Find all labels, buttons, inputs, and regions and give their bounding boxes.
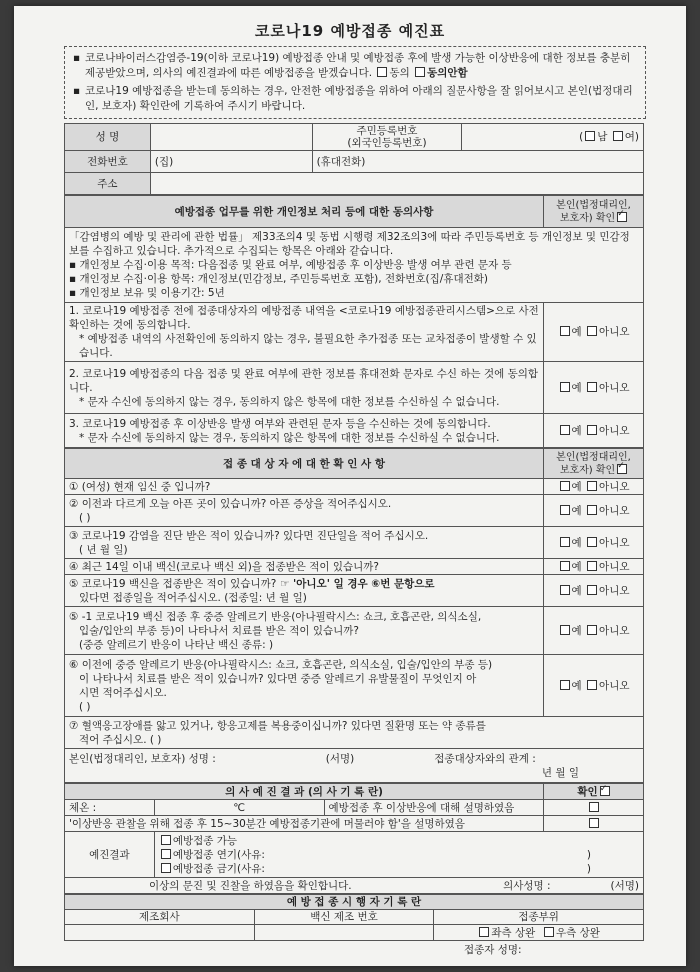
no-label: 아니오 [599,504,630,517]
consent-answer-3 [544,414,644,448]
doctor-sign-mark[interactable]: (서명) [610,879,639,892]
close-paren: ) [586,848,591,861]
male-checkbox[interactable] [585,131,595,141]
explained-checkbox[interactable] [589,802,599,812]
no-label: 아니오 [599,584,630,597]
result-option-2 [159,848,639,862]
guardian-signature-row [65,749,644,783]
doctor-confirm-header [544,784,644,800]
vaccinator-sign[interactable] [464,942,686,957]
consent-question: 3. 코로나19 예방접종 후 이상반응 발생 여부와 관련된 문자 등을 수신하는 것에 동의합니다. [69,417,491,430]
no-label: 아니오 [599,560,630,573]
answer-blank[interactable]: 있다면 접종일을 적어주십시오. (접종일: 년 월 일) [79,591,307,604]
observe-text: '이상반응 관찰을 위해 접종 후 15~30분간 예방접종기관에 머물러야 함'을 설명하였음 [65,816,544,832]
result-checkbox[interactable] [161,835,171,845]
check-header: 접 종 대 상 자 에 대 한 확 인 사 항 [65,449,544,479]
consent-bullet: ▪ 개인정보 수집·이용 항목: 개인정보(민감정보, 주민등록번호 포함), 전화번호(집/휴대전화) [69,273,488,285]
yes-label: 예 [571,480,582,493]
answer-4 [544,559,644,575]
answer-5-1 [544,607,644,655]
question-5 [65,575,544,607]
consent-item-1 [65,303,544,362]
date-line[interactable]: 년 월 일 [541,766,579,779]
maker-label: 제조회사 [65,910,255,925]
answer-1 [544,479,644,495]
name-label: 성 명 [65,124,151,151]
no-checkbox[interactable] [587,382,597,392]
question-3 [65,527,544,559]
vaccination-header: 예 방 접 종 시 행 자 기 록 란 [65,895,644,910]
result-label: 예진결과 [65,832,155,878]
yes-label: 예 [571,679,582,692]
no-checkbox[interactable] [587,680,597,690]
explained-text: 예방접종 후 이상반응에 대해 설명하였음 [324,800,544,816]
form-title: 코로나19 예방접종 예진표 [254,22,446,40]
question-text: ② 이전과 다르게 오늘 아픈 곳이 있습니까? 아픈 증상을 적어주십시오. [69,497,392,510]
no-checkbox[interactable] [587,561,597,571]
explained-confirm [544,800,644,816]
consent-bullet-text: 개인정보 수집·이용 목적: 다음접종 및 완료 여부, 예방접종 후 이상반응 발생 여부 관련 문자 등 [79,259,512,271]
doctor-confirm-text: 이상의 문진 및 진찰을 하였음을 확인합니다. [149,879,352,892]
yes-checkbox[interactable] [560,425,570,435]
answer-blank[interactable]: ( ) [79,511,91,524]
question-6 [65,655,544,717]
notice-item-2 [73,84,637,114]
maker-field[interactable] [65,925,255,941]
question-skip-note: ☞ '아니오' 일 경우 ⑥번 문항으로 [276,577,435,590]
personal-info-table [64,123,644,195]
bullet-icon: ▪ [73,85,81,97]
answer-blank[interactable]: ( ) [79,700,91,713]
notice-text-1: 코로나바이러스감염증-19(이하 코로나19) 예방접종 안내 및 예방접종 후에 발생 가능한 이상반응에 대한 정보를 충분히 제공받았으며, 의사의 예진결과에 따른 예방접종을 받겠습니다. [85,52,631,79]
confirm-header-line1: 본인(법정대리인, [556,451,631,463]
question-text: 입술/입안의 부종 등)이 나타나서 치료를 받은 적이 있습니까? [79,624,360,637]
yes-checkbox[interactable] [560,585,570,595]
consent-answer-2 [544,362,644,414]
home-phone-field[interactable] [150,151,312,173]
answer-5 [544,575,644,607]
male-label: 남 [597,131,608,143]
agree-label: 동의 [389,67,410,79]
fever-field[interactable] [154,800,324,816]
answer-3 [544,527,644,559]
name-field[interactable] [150,124,312,151]
consent-confirm-header [544,196,644,228]
result-label-1: 예방접종 가능 [172,834,238,847]
sex-close: ) [634,131,639,143]
yes-checkbox[interactable] [560,680,570,690]
yes-checkbox[interactable] [560,625,570,635]
no-checkbox[interactable] [587,585,597,595]
no-label: 아니오 [599,679,630,692]
left-arm-label: 좌측 상완 [491,926,536,939]
rrn-label-sub: (외국인등록번호) [347,137,427,149]
consent-bullet: ▪ 개인정보 수집·이용 목적: 다음접종 및 완료 여부, 예방접종 후 이상반응 발생 여부 관련 문자 등 [69,259,512,271]
consent-answer-1 [544,303,644,362]
rrn-field[interactable] [462,124,644,151]
consent-question: 2. 코로나19 예방접종의 다음 접종 및 완료 여부에 관한 정보를 휴대전화 문자로 수신 하는 것에 동의합니다. [69,367,539,394]
question-text: ⑦ 혈액응고장애를 앓고 있거나, 항응고제를 복용중이십니까? 있다면 질환명 또는 약 종류를 [69,719,486,732]
check-icon [600,786,610,796]
rrn-label [312,124,462,151]
yes-label: 예 [571,424,582,437]
confirm-header-line2: 보호자) 확인 [559,464,616,476]
right-arm-label: 우측 상완 [556,926,600,939]
question-1: ① (여성) 현재 임신 중 입니까? [65,479,544,495]
consent-bullet-text: 개인정보 보유 및 이용기간: 5년 [79,287,225,299]
confirm-header-line1: 본인(법정대리인, [556,199,631,211]
yes-checkbox[interactable] [560,505,570,515]
address-field[interactable] [150,173,643,195]
yes-label: 예 [571,584,582,597]
answer-blank[interactable]: 적어 주십시오. ( ) [79,733,162,746]
sex-open: ( [579,131,584,143]
bullet-icon: ▪ [73,52,81,64]
yes-checkbox[interactable] [560,561,570,571]
question-text: ⑤ 코로나19 백신을 접종받은 적이 있습니까? [69,577,277,590]
disagree-label: 동의안함 [427,67,468,79]
question-4: ④ 최근 14일 이내 백신(코로나 백신 외)을 접종받은 적이 있습니까? [65,559,544,575]
consent-intro: 「감염병의 예방 및 관리에 관한 법률」 제33조의4 및 동법 시행령 제32조의3에 따라 주민등록번호 등 개인정보 및 민감정보를 수집하고 있습니다. 추가적으로 수집되는 항목은 아래와 같습니다. [69,231,630,257]
question-5-1 [65,607,544,655]
close-paren: ) [586,862,591,875]
no-checkbox[interactable] [587,505,597,515]
relation-label: 접종대상자와의 관계 : [434,752,536,765]
privacy-consent-table [64,195,644,448]
question-text: ⑤ -1 코로나19 백신 접종 후 중증 알레르기 반응(아나필락시스: 쇼크, 호흡곤란, 의식소실, [69,610,482,623]
doctor-header: 의 사 예 진 결 과 (의 사 기 록 란) [65,784,544,800]
no-label: 아니오 [599,381,630,394]
no-checkbox[interactable] [587,537,597,547]
consent-note: * 문자 수신에 동의하지 않는 경우, 동의하지 않은 항목에 대한 정보를 수신하실 수 없습니다. [79,395,500,408]
consent-header: 예방접종 업무를 위한 개인정보 처리 등에 대한 동의사항 [65,196,544,228]
result-option-1 [159,834,639,848]
no-label: 아니오 [599,424,630,437]
check-icon [617,212,627,222]
no-label: 아니오 [599,624,630,637]
site-label: 접종부위 [434,910,644,925]
consent-form-sheet [14,6,686,966]
yes-label: 예 [571,504,582,517]
eligibility-check-table [64,448,644,783]
female-label: 여 [624,131,635,143]
address-label: 주소 [65,173,151,195]
no-checkbox[interactable] [587,481,597,491]
disagree-checkbox[interactable] [415,67,425,77]
agree-checkbox[interactable] [377,67,387,77]
no-label: 아니오 [599,326,630,338]
vaccinator-record-table [64,894,644,941]
doctor-confirm-row [65,878,644,894]
no-checkbox[interactable] [587,625,597,635]
question-text: 시면 적어주십시오. [79,686,167,699]
yes-label: 예 [571,326,582,338]
notice-text-2: 코로나19 예방접종을 받는데 동의하는 경우, 안전한 예방접종을 위하여 아래의 질문사항을 잘 읽어보시고 본인(법정대리인, 보호자) 확인란에 기록하여 주시기 바랍니다. [85,85,633,112]
result-option-3 [159,862,639,876]
doctor-confirm-label: 확인 [577,785,598,798]
consent-bullet-text: 개인정보 수집·이용 항목: 개인정보(민감정보, 주민등록번호 포함), 전화번호(집/휴대전화) [79,273,488,285]
result-checkbox[interactable] [161,849,171,859]
no-checkbox[interactable] [587,326,597,336]
doctor-sign-label: 의사성명 : [503,879,551,892]
consent-intro-cell [65,228,644,303]
guardian-sign-label: 본인(법정대리인, 보호자) 성명 : [69,752,216,765]
notice-box [64,46,646,119]
no-label: 아니오 [599,536,630,549]
consent-item-3 [65,414,544,448]
result-options [154,832,643,878]
yes-checkbox[interactable] [560,481,570,491]
fever-label: 체온 : [65,800,155,816]
yes-label: 예 [571,536,582,549]
site-options [434,925,644,941]
no-label: 아니오 [599,480,630,493]
home-phone-label: (집) [154,155,174,168]
mobile-phone-field[interactable] [312,151,643,173]
question-7 [65,717,644,749]
result-checkbox[interactable] [161,863,171,873]
question-text: ⑥ 이전에 중증 알레르기 반응(아나필락시스: 쇼크, 호흡곤란, 의식소실, 입술/입안의 부종 등) [69,658,493,671]
answer-2 [544,495,644,527]
vaccinator-label: 접종자 성명: [464,944,522,956]
lot-field[interactable] [254,925,434,941]
yes-checkbox[interactable] [560,537,570,547]
rrn-label-text: 주민등록번호 [356,125,418,137]
confirm-header-line2: 보호자) 확인 [559,212,616,224]
question-text: 이 나타나서 치료를 받은 적이 있습니까? 있다면 중증 알레르기 유발물질이 무엇인지 아 [79,672,477,685]
consent-item-2 [65,362,544,414]
notice-item-1 [73,51,637,81]
yes-label: 예 [571,381,582,394]
yes-checkbox[interactable] [560,326,570,336]
female-checkbox[interactable] [613,131,623,141]
doctor-record-table [64,783,644,894]
consent-bullet: ▪ 개인정보 보유 및 이용기간: 5년 [69,287,225,299]
right-arm-checkbox[interactable] [544,927,554,937]
observe-checkbox[interactable] [589,818,599,828]
fever-unit: ℃ [233,801,246,814]
result-label-3: 예방접종 금기(사유: [172,862,265,875]
answer-6 [544,655,644,717]
check-confirm-header [544,449,644,479]
yes-label: 예 [571,560,582,573]
question-2 [65,495,544,527]
consent-note: * 예방접종 내역의 사전확인에 동의하지 않는 경우, 불필요한 추가접종 또는 교차접종이 발생할 수 있습니다. [79,333,537,359]
answer-blank[interactable]: (중증 알레르기 반응이 나타난 백신 종류: ) [79,638,274,651]
phone-label: 전화번호 [65,151,151,173]
consent-note: * 문자 수신에 동의하지 않는 경우, 동의하지 않은 항목에 대한 정보를 수신하실 수 없습니다. [79,431,500,444]
lot-label: 백신 제조 번호 [254,910,434,925]
guardian-sign-mark[interactable]: (서명) [325,752,355,765]
answer-blank[interactable]: ( 년 월 일) [79,543,128,556]
no-checkbox[interactable] [587,425,597,435]
consent-question: 1. 코로나19 예방접종 전에 접종대상자의 예방접종 내역을 <코로나19 예방접종관리시스템>으로 사전 확인하는 것에 동의합니다. [69,305,539,331]
mobile-phone-label: (휴대전화) [316,155,366,168]
result-label-2: 예방접종 연기(사유: [172,848,265,861]
observe-confirm [544,816,644,832]
check-icon [617,464,627,474]
yes-checkbox[interactable] [560,382,570,392]
left-arm-checkbox[interactable] [479,927,489,937]
yes-label: 예 [571,624,582,637]
question-text: ③ 코로나19 감염을 진단 받은 적이 있습니까? 있다면 진단일을 적어 주십시오. [69,529,429,542]
